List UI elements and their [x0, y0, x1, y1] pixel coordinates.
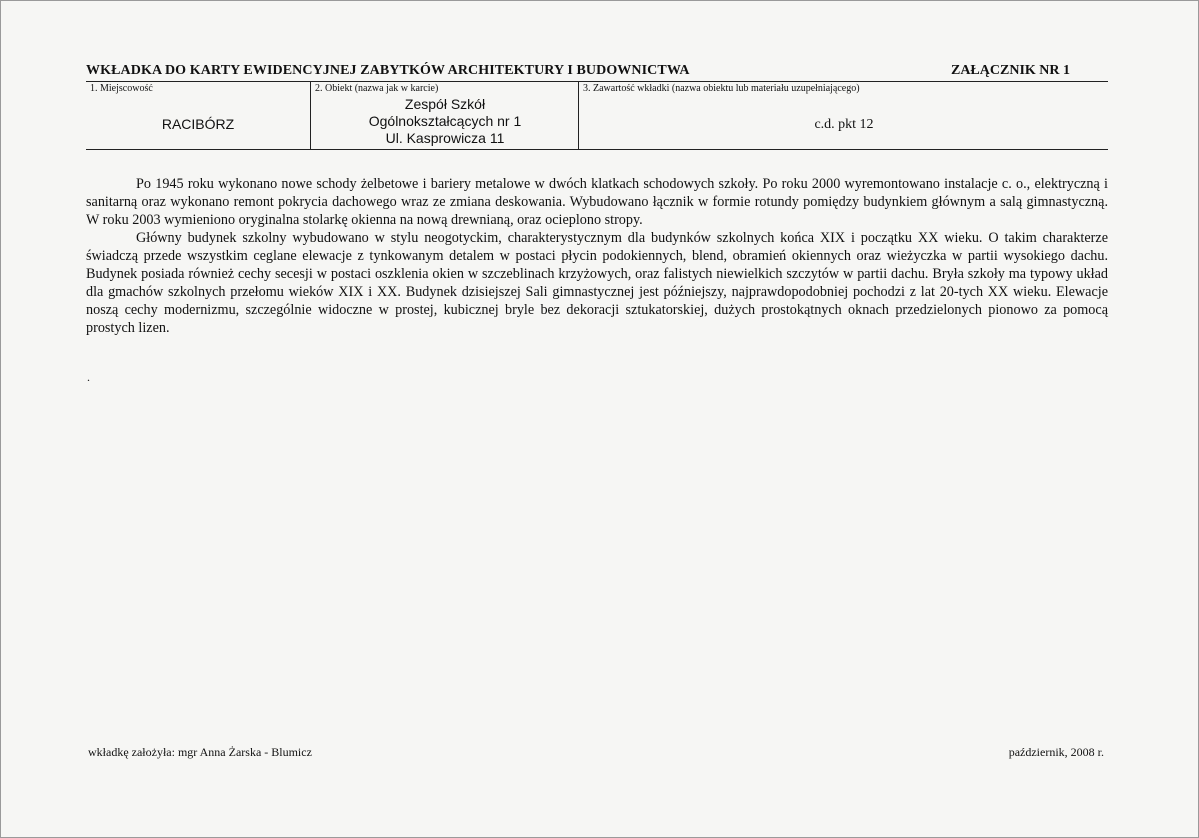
- document-header: [86, 63, 1108, 82]
- object-cell: [310, 82, 579, 149]
- footer-date: październik, 2008 r.: [1008, 745, 1104, 759]
- body-paragraph: Po 1945 roku wykonano nowe schody żelbetowe i bariery metalowe w dwóch klatkach schodowych szkoły. Po roku 2000 wyremontowano instalacje c. o., elektryczną i sanitarną oraz wykonano remont pokrycia dachowego wraz ze zmiana deskowania. Wybudowano łącznik w formie rotundy pomiędzy budynkiem głównym a salą gimnastyczną. W roku 2003 wymieniono oryginalna stolarkę okienna na nową drewnianą, oraz ocieplono stropy.: [86, 176, 1108, 228]
- stray-mark: .: [87, 370, 90, 384]
- footer-author: wkładkę założyła: mgr Anna Żarska - Blumicz: [88, 745, 312, 759]
- object-value: [311, 96, 579, 147]
- metadata-table: [86, 82, 1108, 150]
- contents-cell: [578, 82, 1109, 149]
- contents-value: c.d. pkt 12: [814, 117, 874, 132]
- location-label: 1. Miejscowość: [90, 83, 153, 94]
- contents-label: 3. Zawartość wkładki (nazwa obiektu lub materiału uzupełniającego): [583, 83, 860, 94]
- object-label: 2. Obiekt (nazwa jak w karcie): [315, 83, 439, 94]
- object-line: Ul. Kasprowicza 11: [385, 130, 505, 146]
- location-value: RACIBÓRZ: [161, 116, 235, 132]
- document-title: WKŁADKA DO KARTY EWIDENCYJNEJ ZABYTKÓW ARCHITEKTURY I BUDOWNICTWA: [86, 63, 690, 78]
- object-line: Zespół Szkół: [404, 96, 486, 112]
- annex-number: ZAŁĄCZNIK NR 1: [950, 63, 1070, 78]
- location-cell: [86, 82, 310, 149]
- body-paragraph: Główny budynek szkolny wybudowano w stylu neogotyckim, charakterystycznym dla budynków szkolnych końca XIX i początku XX wieku. O takim charakterze świadczą przede wszystkim ceglane elewacje z tynkowanym detalem w postaci płycin podokiennych, blend, obramień okiennych oraz wieżyczka w partii wysokiego dachu. Budynek posiada również cechy secesji w postaci oszklenia okien w szczeblinach krzyżowych, oraz falistych niewielkich szczytów w partii dachu. Bryła szkoły ma typowy układ dla gmachów szkolnych przełomu wieków XIX i XX. Budynek dzisiejszej Sali gimnastycznej jest późniejszy, najprawdopodobniej pochodzi z lat 20-tych XX wieku. Elewacje noszą cechy modernizmu, szczególnie widoczne w prostej, kubicznej bryle bez dekoracji sztukatorskiej, dużych prostokątnych oknach przedzielonych pionowo za pomocą prostych lizen.: [86, 230, 1108, 336]
- body-text: [86, 175, 1108, 337]
- object-line: Ogólnokształcących nr 1: [368, 113, 522, 129]
